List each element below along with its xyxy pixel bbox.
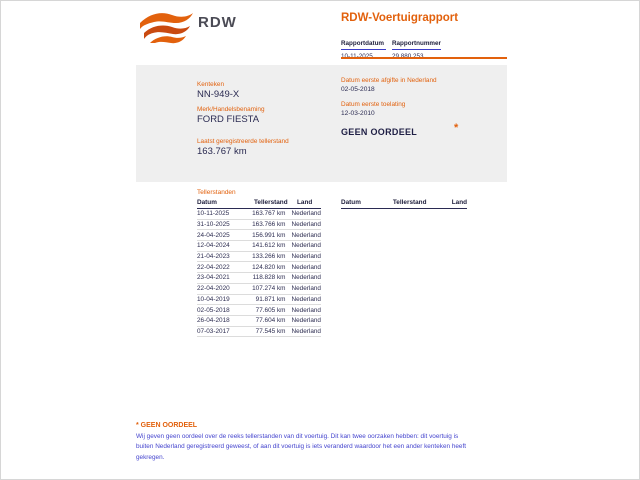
cell-land: Nederland [291, 327, 321, 335]
cell-datum: 22-04-2022 [197, 263, 230, 271]
cell-tellerstand: 77.605 km [255, 306, 286, 314]
cell-land: Nederland [291, 263, 321, 271]
table-header-row [341, 199, 467, 209]
cell-datum: 23-04-2021 [197, 274, 230, 282]
cell-land: Nederland [291, 253, 321, 261]
table-row [197, 262, 321, 273]
rdw-logo-text: RDW [198, 14, 237, 31]
cell-datum: 10-04-2019 [197, 295, 230, 303]
cell-datum: 24-04-2025 [197, 231, 230, 239]
table-header-row [197, 199, 321, 209]
cell-tellerstand: 163.767 km [252, 210, 286, 218]
report-number-label: Rapportnummer [392, 40, 441, 50]
table-row [197, 295, 321, 306]
table-row [197, 316, 321, 327]
cell-tellerstand: 118.828 km [252, 274, 286, 282]
tellerstanden-table [197, 199, 321, 337]
eerste-afgifte-value: 02-05-2018 [341, 86, 375, 93]
laatste-tellerstand-value: 163.767 km [197, 146, 247, 157]
cell-tellerstand: 91.871 km [255, 295, 286, 303]
cell-land: Nederland [291, 210, 321, 218]
footnote-marker-icon: * [454, 122, 459, 134]
cell-datum: 26-04-2018 [197, 317, 230, 325]
column-header-tellerstand: Tellerstand [254, 199, 288, 206]
kenteken-label: Kenteken [197, 81, 225, 88]
table-row [197, 230, 321, 241]
cell-tellerstand: 77.545 km [255, 327, 286, 335]
tellerstanden-section-label: Tellerstanden [197, 189, 236, 196]
rdw-logo-icon [138, 9, 194, 47]
cell-datum: 21-04-2023 [197, 253, 230, 261]
cell-land: Nederland [291, 295, 321, 303]
cell-tellerstand: 107.274 km [252, 285, 286, 293]
table-row [197, 305, 321, 316]
table-row [197, 209, 321, 220]
eerste-toelating-value: 12-03-2010 [341, 110, 375, 117]
cell-land: Nederland [291, 231, 321, 239]
table-row [197, 220, 321, 231]
eerste-toelating-label: Datum eerste toelating [341, 101, 406, 108]
cell-tellerstand: 163.766 km [252, 221, 286, 229]
header-divider [341, 57, 507, 59]
report-title: RDW-Voertuigrapport [341, 12, 459, 24]
column-header-land: Land [451, 199, 467, 206]
cell-tellerstand: 124.820 km [252, 263, 286, 271]
cell-land: Nederland [291, 285, 321, 293]
cell-land: Nederland [291, 274, 321, 282]
cell-land: Nederland [291, 221, 321, 229]
cell-land: Nederland [291, 306, 321, 314]
report-date-block [341, 32, 386, 60]
footnote-text: Wij geven geen oordeel over de reeks tellerstanden van dit voertuig. Dit kan twee oorzaken hebben: dit voertuig is buiten Nederland geregistreerd geweest, of aan dit voertuig is iets veranderd waardoor het een ander kenteken heeft gekregen. [136, 433, 467, 461]
tellerstanden-table-right-empty [341, 199, 467, 209]
column-header-datum: Datum [197, 199, 217, 206]
table-row [197, 273, 321, 284]
cell-datum: 10-11-2025 [197, 210, 230, 218]
table-row [197, 284, 321, 295]
cell-tellerstand: 141.612 km [252, 242, 286, 250]
cell-datum: 07-03-2017 [197, 327, 230, 335]
footnote-title: * GEEN OORDEEL [136, 422, 198, 429]
cell-datum: 22-04-2020 [197, 285, 230, 293]
cell-land: Nederland [291, 317, 321, 325]
cell-datum: 02-05-2018 [197, 306, 230, 314]
table-row [197, 327, 321, 338]
table-row [197, 252, 321, 263]
column-header-tellerstand: Tellerstand [392, 199, 427, 206]
table-body [197, 209, 321, 337]
oordeel-value: GEEN OORDEEL [341, 127, 418, 137]
column-header-datum: Datum [341, 199, 361, 206]
table-row [197, 241, 321, 252]
cell-land: Nederland [291, 242, 321, 250]
cell-tellerstand: 156.991 km [252, 231, 286, 239]
cell-datum: 31-10-2025 [197, 221, 230, 229]
kenteken-value: NN-949-X [197, 89, 240, 100]
cell-datum: 12-04-2024 [197, 242, 230, 250]
report-date-label: Rapportdatum [341, 40, 386, 50]
cell-tellerstand: 77.604 km [255, 317, 286, 325]
merk-value: FORD FIESTA [197, 114, 260, 125]
eerste-afgifte-label: Datum eerste afgifte in Nederland [341, 77, 437, 84]
laatste-tellerstand-label: Laatst geregistreerde tellerstand [197, 138, 289, 145]
report-number-block [392, 32, 441, 60]
vehicle-summary-panel [136, 65, 507, 182]
merk-label: Merk/Handelsbenaming [197, 106, 265, 113]
column-header-land: Land [297, 199, 313, 206]
cell-tellerstand: 133.266 km [252, 253, 286, 261]
